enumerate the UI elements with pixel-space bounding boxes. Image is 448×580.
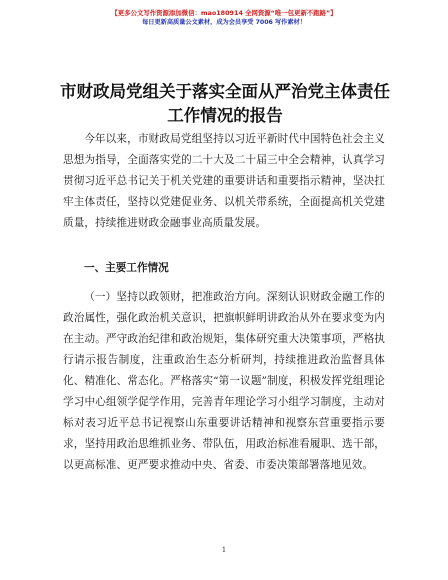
section-heading-main-work: 一、主要工作情况 <box>84 262 169 274</box>
promo-banner <box>0 8 448 28</box>
promo-line-contact: 【更多公文写作资源添加微信：mao180914 全网资源“唯一包更新不跑路”】 <box>111 9 337 17</box>
intro-paragraph: 今年以来，市财政局党组坚持以习近平新时代中国特色社会主义思想为指导，全面落实党的二十大及二十届三中全会精神，认真学习贯彻习近平总书记关于机关党建的重要讲话和重要指示精神，坚决扛牢主体责任，坚持以党建促业务、以机关带系统，全面提高机关党建质量，持续推进财政金融事业高质量发展。 <box>63 133 385 229</box>
paragraph-body-text: 深刻认识财政金融工作的政治属性，强化政治机关意识，把旗帜鲜明讲政治从外在要求变为内在主动。严守政治纪律和政治规矩，集体研究重大决策事项，严格执行请示报告制度，注重政治生态分析研判，持续推进政治监督具体化、精准化、常态化。严格落实“第一议题”制度，积极发挥党组理论学习中心组领学促学作用，完善青年理论学习小组学习制度，主动对标对表习近平总书记视察山东重要讲话精神和视察东营重要指示要求，坚持用政治思维抓业务、带队伍，用政治标准看履职、选干部，以更高标准、更严要求推动中央、省委、市委决策部署落地见效。 <box>63 291 385 471</box>
paragraph-lead-sentence: （一）坚持以政领财，把准政治方向。 <box>84 291 267 303</box>
section-paragraph-1 <box>63 287 385 476</box>
document-title: 市财政局党组关于落实全面从严治党主体责任工作情况的报告 <box>60 82 390 125</box>
page-number: 1 <box>221 546 227 554</box>
promo-line-membership: 每日更新高质量公文素材，成为会员享受 7006 写作素材！ <box>142 19 306 26</box>
